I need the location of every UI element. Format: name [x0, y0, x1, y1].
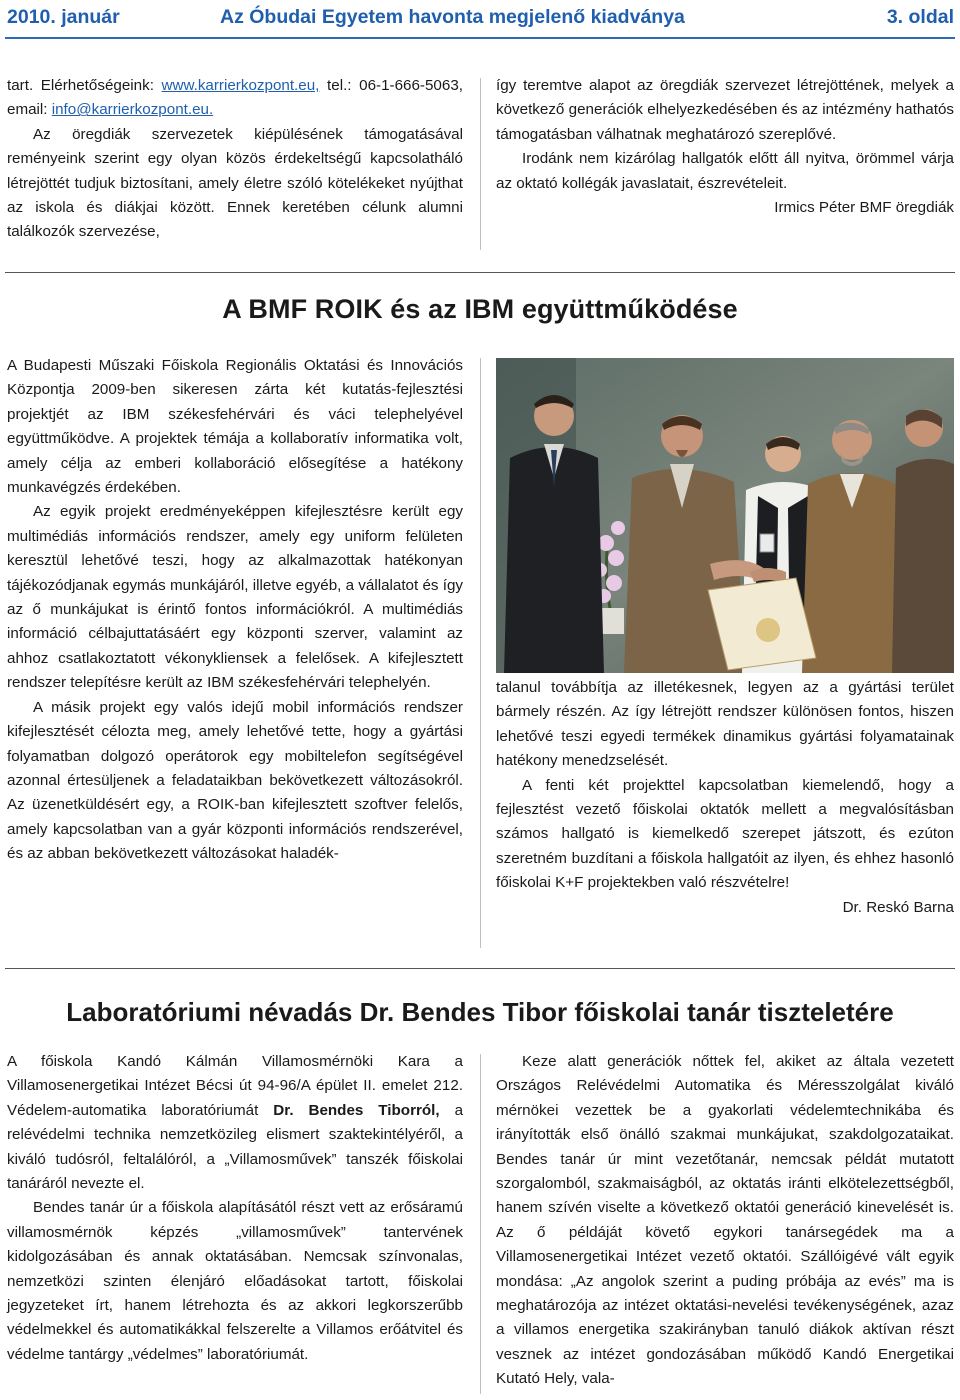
- header-rule: [5, 37, 955, 39]
- article2-paragraph-1-text-2: a relévédelmi technika nemzetközileg elismert szaktekintélyéről, a kiváló tudósról, feltalálóról, a „Villamosművek” tanszék főiskolai tanáráról nevezte el.: [7, 1101, 464, 1193]
- article1-title: A BMF ROIK és az IBM együttműködése: [222, 294, 738, 324]
- article1-paragraph-1: A Budapesti Műszaki Főiskola Regionális Oktatási és Innovációs Központja 2009-ben sikeresen zárta két kutatás-fejlesztési projektjét az IBM székesfehérvári és váci telephelyével együttműködve. A projektek témája a kollaboratív informatika volt, amely célja az emberi kollaboráció elősegítése a hatékony munkavégzés érdekében.: [7, 357, 463, 497]
- intro-continuation-paragraph: így teremtve alapot az öregdiák szervezet létrejöttének, melyek a következő generációk elhelyezkedésében és az intézmény hathatós támogatásban válhatnak meghatározó szereplővé.: [496, 77, 954, 143]
- article1-paragraph-3: A másik projekt egy valós idejű mobil információs rendszer kifejlesztését célozta meg, amely lehetővé tette, hogy a gyártási folyamatban dolgozó operátorok egy mobiltelefon segítségével azonnal értesüljenek a feladataikban bekövetkezett változásokról. Az üzenetküldésért egy, a ROIK-ban kifejlesztett szoftver felelős, amely kapcsolatban van a gyár központi információs rendszerével, és az abban bekövetkezett változásokat haladék-: [7, 698, 463, 863]
- page-header: [0, 0, 960, 34]
- section-divider-1: [5, 272, 955, 273]
- handshake-photo: [496, 358, 954, 673]
- section-divider-2: [5, 968, 955, 969]
- website-link[interactable]: www.karrierkozpont.eu,: [161, 77, 320, 94]
- intro-contact-paragraph: [7, 74, 463, 123]
- article1-paragraph-5: A fenti két projekttel kapcsolatban kiemelendő, hogy a fejlesztést vezető főiskolai oktatók mellett a megvalósításban számos hallgató is kiemelkedő szerepet játszott, és ezúton szeretném buzdítani a főiskola hallgatóit az ilyen, és ehhez hasonló főiskolai K+F projektekben való részvételre!: [496, 776, 954, 892]
- article1-right-column: [496, 676, 954, 920]
- email-link[interactable]: info@karrierkozpont.eu.: [51, 101, 214, 119]
- article1-paragraph-2: Az egyik projekt eredményeképpen kifejlesztésre került egy multimédiás információs rendszer, amely egy uniform felületen keresztül lehetővé teszi, hogy az alkalmazottak hatékonyan tájékozódjanak egymás munkájáról, illetve egyéb, a vállalatot és így az ő munkájukat is érintő fontos információkról. A multimédiás információ célbajuttatásáért egy központi szerver, valamint az ahhoz csatlakoztatott vékonykliensek a felelősek. A kifejlesztett rendszer telepítésre került az IBM székesfehérvári telephelyén.: [7, 503, 463, 692]
- article1-paragraph-4: talanul továbbítja az illetékesnek, legyen az a gyártási terület bármely részén. Az így létrejött rendszer különösen fontos, hiszen lehetővé teszi egyedi termékek dinamikus gyártási folyamatainak hatékony menedzselését.: [496, 679, 954, 770]
- article2-paragraph-1-text: A főiskola Kandó Kálmán Villamosmérnöki Kara a Villamosenergetikai Intézet Bécsi út 94-96/A épület II. emelet 212. Védelem-automatika laboratóriumát: [7, 1053, 463, 1119]
- article2-paragraph-2: Bendes tanár úr a főiskola alapításától részt vett az erősáramú villamosmérnök képzés „villamosművek” tantervének kidolgozásában és annak oktatásában. Nemcsak színvonalas, nemzetközi szinten élenjáró előadásokat tartott, főiskolai jegyzeteket írt, hanem létrehozta és az akkori legkorszerűbb védelmekkel és automatikákkal felszerelte a Villamos erőátvitel és védelme tantárgy „védelmes” laboratóriumát.: [7, 1199, 463, 1363]
- article2-right-column: [496, 1050, 954, 1392]
- article2-paragraph-3: Keze alatt generációk nőttek fel, akiket az általa vezetett Országos Relévédelmi Automatika és Méresszolgálat kiváló mérnökei vezettek be a gyakorlati védelemtechnikába és irányították első önálló szakmai munkájukat, szakdolgozataikat. Bendes tanár úr mint vezetőtanár, nemcsak példát mutatott szorgalomból, szakmaiságból, az oktatás iránti elkötelezettségből, hanem szívén viselte a következő oktatói generáció kinevelését is. Az ő példáját követő egykori tanársegédek ma a Villamosenergetikai Intézet vezető oktatói. Szállóigévé vált egyik mondása: „Az angolok szerint a puding próbája az evés” ma is meghatározója az intézet oktatási-nevelési tevékenységének, azaz a villamos energetika szakirányban tanuló diákok aktívan részt vesznek az intézet gondozásában működő Kandó Energetikai Kutató Hely, vala-: [496, 1053, 954, 1388]
- intro-right-column: [496, 74, 954, 220]
- intro-alumni-paragraph: Az öregdiák szervezetek kiépülésének támogatásával reményeink szerint egy olyan közös érdekeltségű kapcsolatháló létrejöttét tudjuk biztosítani, amely életre szóló kötelékeket nyújthat az iskola és diákjai között. Ennek keretében célunk alumni találkozók szervezése,: [7, 125, 463, 241]
- intro-office-paragraph: Irodánk nem kizárólag hallgatók előtt áll nyitva, örömmel várja az oktató kollégák javaslatait, észrevételeit.: [496, 150, 954, 192]
- intro-left-column: [7, 74, 463, 245]
- intro-signature: Irmics Péter BMF öregdiák: [774, 199, 954, 217]
- article2-column-divider: [480, 1054, 481, 1394]
- article1-left-column: [7, 354, 463, 867]
- handshake-photo-illustration: [496, 358, 954, 673]
- intro-contact-text-2: tel.: 06-1-666-5063, email:: [7, 77, 463, 119]
- intro-column-divider: [480, 78, 481, 250]
- article2-honoree-name: Dr. Bendes Tiborról,: [273, 1101, 440, 1119]
- article1-signature: Dr. Reskó Barna: [842, 898, 954, 916]
- header-page-number: 3. oldal: [886, 6, 954, 28]
- intro-contact-text: tart. Elérhetőségeink:: [7, 77, 162, 94]
- header-date: 2010. január: [7, 6, 120, 28]
- article2-left-column: [7, 1050, 463, 1367]
- article2-paragraph-1: [7, 1050, 463, 1196]
- article2-title: Laboratóriumi névadás Dr. Bendes Tibor főiskolai tanár tiszteletére: [66, 997, 894, 1027]
- article1-column-divider: [480, 358, 481, 948]
- header-publication: Az Óbudai Egyetem havonta megjelenő kiadványa: [220, 6, 685, 28]
